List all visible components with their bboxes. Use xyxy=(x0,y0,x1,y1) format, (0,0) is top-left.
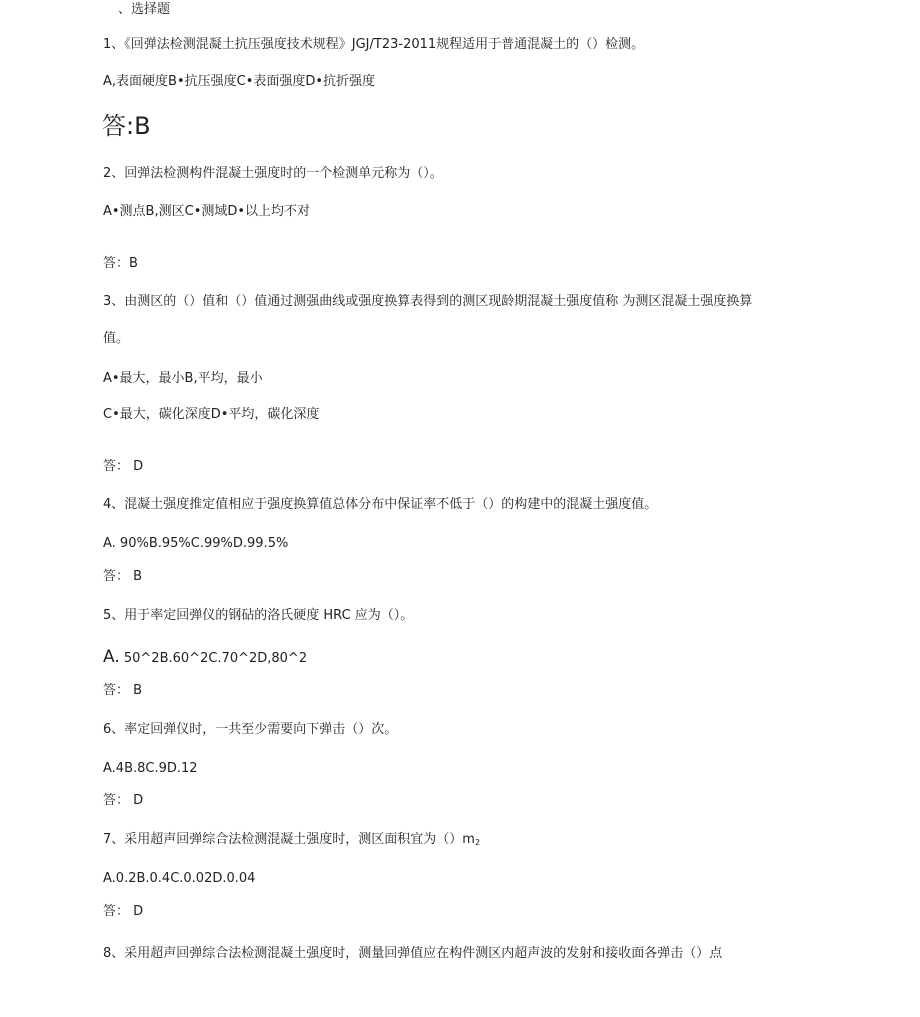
question-6-options: A.4B.8C.9D.12 xyxy=(103,761,198,776)
question-3-options-line-1: A•最大，最小B,平均，最小 xyxy=(103,371,263,386)
question-3-stem: 3、由测区的（）值和（）值通过测强曲线或强度换算表得到的测区现龄期混凝土强度值称 为测区混凝土强度换算 xyxy=(103,294,753,309)
question-5-stem: 5、用于率定回弹仪的钢砧的洛氏硬度 HRC 应为（）。 xyxy=(103,608,414,623)
question-2-options: A•测点B,测区C•测域D•以上均不对 xyxy=(103,204,311,219)
question-5-options-row xyxy=(103,647,307,667)
question-7-answer: 答： D xyxy=(103,904,144,919)
question-1-answer: 答:B xyxy=(102,112,151,140)
question-4-options: A. 90%B.95%C.99%D.99.5% xyxy=(103,536,289,551)
question-2-stem: 2、回弹法检测构件混凝土强度时的一个检测单元称为（）。 xyxy=(103,166,443,181)
question-8-stem: 8、采用超声回弹综合法检测混凝土强度时，测量回弹值应在构件测区内超声波的发射和接收面各弹击（）点 xyxy=(103,946,723,961)
question-7-stem: 7、采用超声回弹综合法检测混凝土强度时，测区面积宜为（）m xyxy=(103,832,475,847)
question-7-options: A.0.2B.0.4C.0.02D.0.04 xyxy=(103,871,256,886)
question-3-answer: 答： D xyxy=(103,459,144,474)
question-4-answer: 答： B xyxy=(103,569,143,584)
question-6-stem: 6、率定回弹仪时，一共至少需要向下弹击（）次。 xyxy=(103,722,398,737)
question-3-stem-continued: 值。 xyxy=(103,331,130,346)
question-6-answer: 答： D xyxy=(103,793,144,808)
question-7-stem-row xyxy=(103,832,480,849)
question-1-stem: 1、《回弹法检测混凝土抗压强度技术规程》JGJ/T23-2011规程适用于普通混凝土的（）检测。 xyxy=(103,37,645,52)
question-5-options: 50^2B.60^2C.70^2D,80^2 xyxy=(123,651,308,666)
question-1-options: A,表面硬度B•抗压强度C•表面强度D•抗折强度 xyxy=(103,74,376,89)
question-5-answer: 答： B xyxy=(103,683,143,698)
section-heading: 、选择题 xyxy=(118,2,171,17)
question-3-options-line-2: C•最大，碳化深度D•平均，碳化深度 xyxy=(103,407,320,422)
question-5-option-letter: A. xyxy=(103,647,120,667)
question-2-answer: 答：B xyxy=(103,256,138,271)
question-7-stem-subscript: 2 xyxy=(474,838,481,847)
question-4-stem: 4、混凝土强度推定值相应于强度换算值总体分布中保证率不低于（）的构建中的混凝土强度值。 xyxy=(103,497,658,512)
